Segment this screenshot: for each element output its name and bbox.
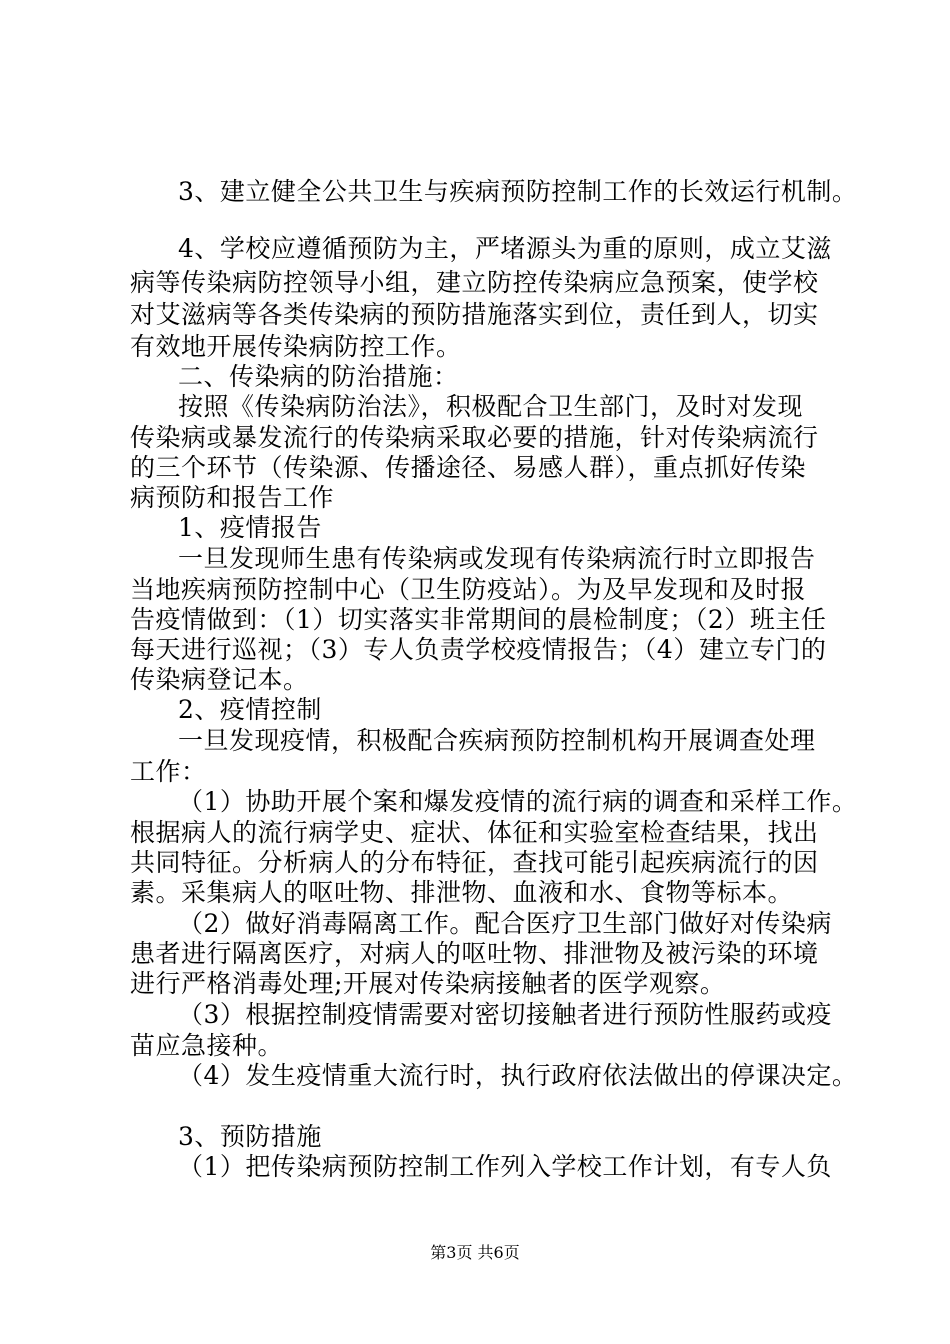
paragraph-line: 工作：: [130, 757, 207, 786]
subsection-heading: 1、疫情报告: [178, 513, 322, 542]
paragraph-line: （3）根据控制疫情需要对密切接触者进行预防性服药或疫: [178, 1000, 832, 1029]
paragraph-line: 告疫情做到：（1）切实落实非常期间的晨检制度；（2）班主任: [130, 605, 827, 634]
paragraph-line: 一旦发现疫情，积极配合疾病预防控制机构开展调查处理: [178, 726, 816, 755]
paragraph-line: 当地疾病预防控制中心（卫生防疫站）。为及早发现和及时报: [130, 575, 807, 604]
paragraph-line: 共同特征。分析病人的分布特征，查找可能引起疾病流行的因: [130, 848, 819, 877]
paragraph-line: 对艾滋病等各类传染病的预防措施落实到位，责任到人，切实: [130, 300, 819, 329]
paragraph-line: 传染病或暴发流行的传染病采取必要的措施，针对传染病流行: [130, 423, 819, 452]
paragraph-line: 每天进行巡视；（3）专人负责学校疫情报告；（4）建立专门的: [130, 635, 827, 664]
paragraph-line: （4）发生疫情重大流行时，执行政府依法做出的停课决定。: [178, 1061, 858, 1090]
page-footer: [0, 1243, 950, 1263]
paragraph-line: 病预防和报告工作: [130, 483, 335, 512]
paragraph-line: 3、建立健全公共卫生与疾病预防控制工作的长效运行机制。: [178, 177, 858, 206]
paragraph-line: 患者进行隔离医疗，对病人的呕吐物、排泄物及被污染的环境: [130, 939, 819, 968]
subsection-heading: 3、预防措施: [178, 1122, 322, 1151]
paragraph-line: 传染病登记本。: [130, 665, 309, 694]
paragraph-line: 素。采集病人的呕吐物、排泄物、血液和水、食物等标本。: [130, 878, 794, 907]
subsection-heading: 2、疫情控制: [178, 695, 322, 724]
paragraph-line: 有效地开展传染病防控工作。: [130, 332, 462, 361]
paragraph-line: 病等传染病防控领导小组，建立防控传染病应急预案，使学校: [130, 268, 819, 297]
section-heading: 二、传染病的防治措施：: [178, 362, 459, 391]
paragraph-line: 按照《传染病防治法》，积极配合卫生部门，及时对发现: [178, 392, 804, 421]
paragraph-line: （1）协助开展个案和爆发疫情的流行病的调查和采样工作。: [178, 787, 858, 816]
paragraph-line: 根据病人的流行病学史、症状、体征和实验室检查结果，找出: [130, 818, 819, 847]
paragraph-line: 苗应急接种。: [130, 1031, 284, 1060]
paragraph-line: 一旦发现师生患有传染病或发现有传染病流行时立即报告: [178, 544, 816, 573]
paragraph-line: （2）做好消毒隔离工作。配合医疗卫生部门做好对传染病: [178, 909, 832, 938]
page-number-label: 第3页 共6页: [430, 1243, 520, 1262]
paragraph-line: 进行严格消毒处理;开展对传染病接触者的医学观察。: [130, 969, 726, 998]
paragraph-line: 4、学校应遵循预防为主，严堵源头为重的原则，成立艾滋: [178, 234, 832, 263]
paragraph-line: 的三个环节（传染源、传播途径、易感人群），重点抓好传染: [130, 453, 807, 482]
paragraph-line: （1）把传染病预防控制工作列入学校工作计划，有专人负: [178, 1152, 832, 1181]
